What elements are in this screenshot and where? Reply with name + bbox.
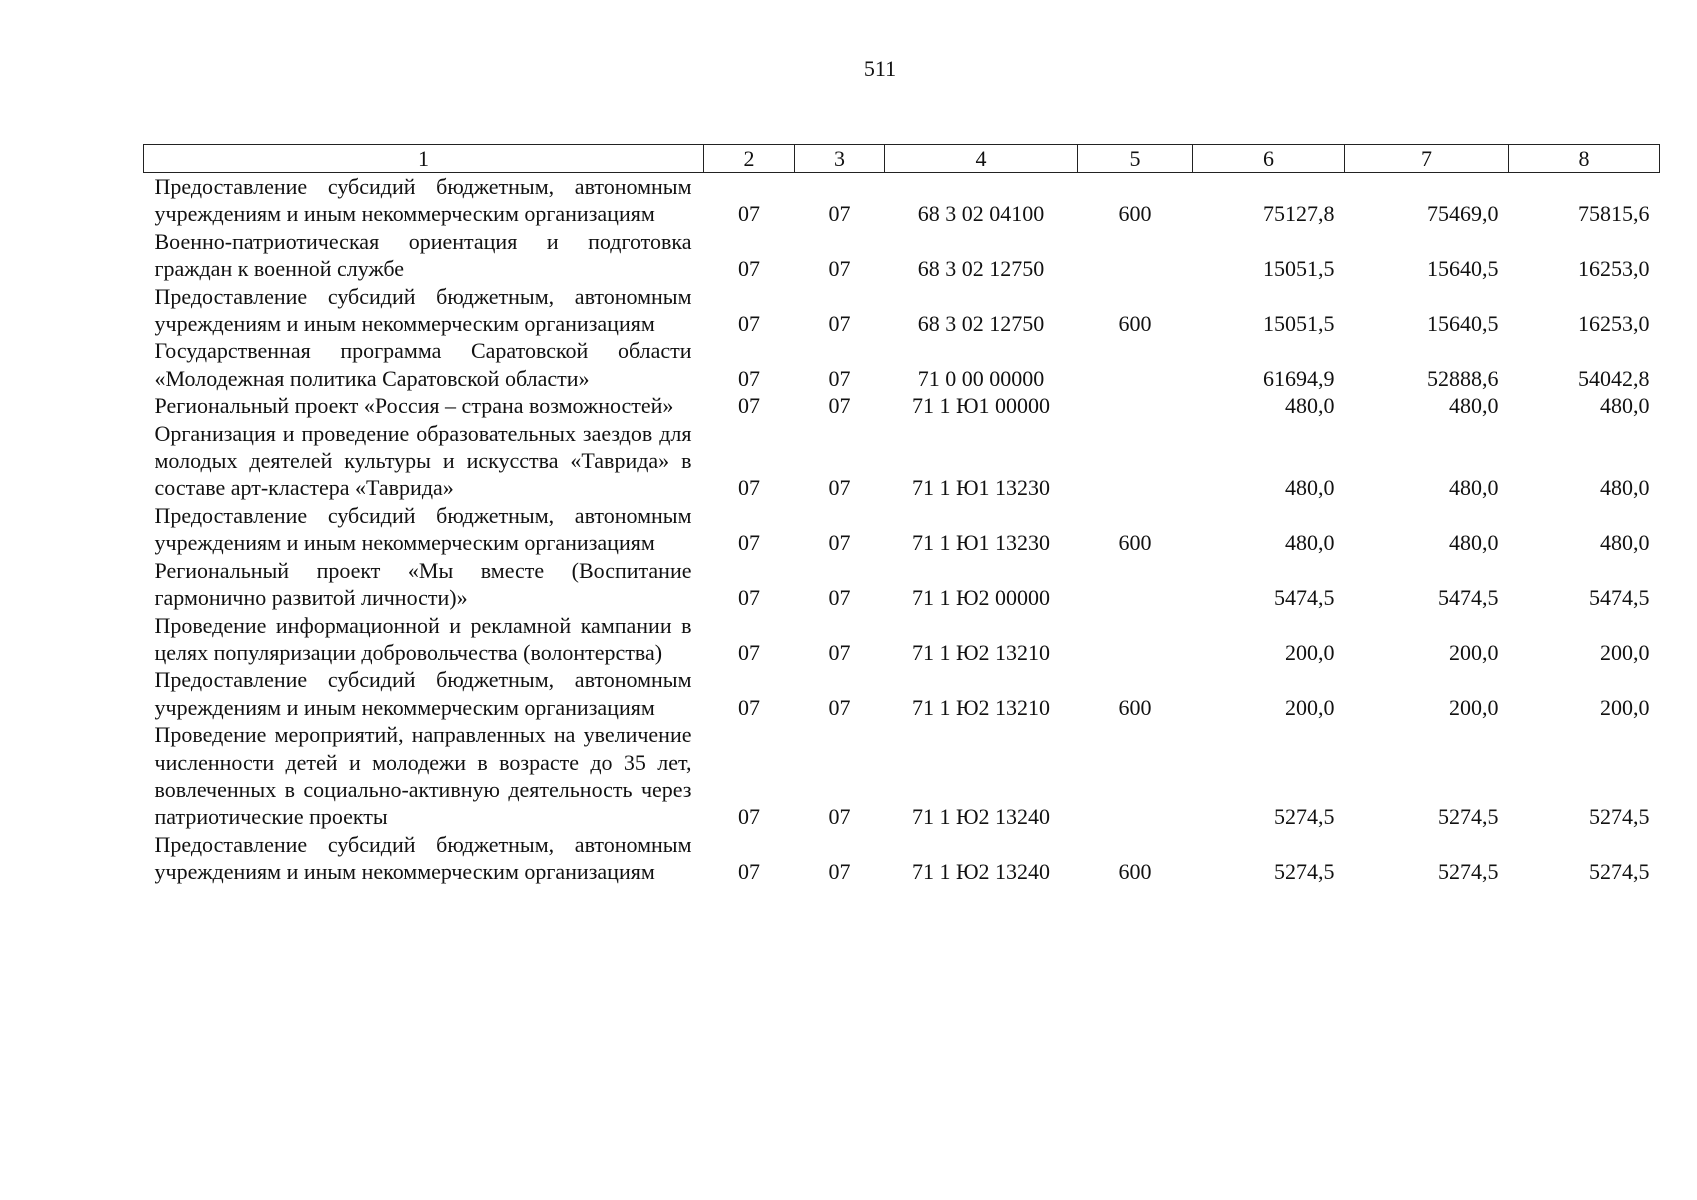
amount-col-8: 200,0 (1600, 639, 1650, 665)
target-article-code: 71 1 Ю1 00000 (911, 393, 1051, 419)
subsection-code: 07 (828, 639, 851, 665)
table-row (144, 666, 1660, 721)
target-article-code: 71 1 Ю2 13240 (911, 859, 1051, 885)
amount-col-8: 5274,5 (1589, 859, 1650, 885)
expense-type-code: 600 (1118, 694, 1152, 720)
target-article-code: 71 1 Ю1 13230 (911, 475, 1051, 501)
section-code: 07 (738, 585, 760, 611)
section-code: 07 (738, 393, 760, 419)
subsection-code: 07 (828, 365, 851, 391)
expense-type-code (1078, 557, 1193, 612)
expense-type-code: 600 (1118, 311, 1152, 337)
amount-col-6: 200,0 (1285, 694, 1335, 720)
amount-col-7: 200,0 (1449, 639, 1499, 665)
column-header-8: 8 (1509, 145, 1660, 173)
amount-col-8: 16253,0 (1578, 311, 1650, 337)
column-header-3: 3 (795, 145, 885, 173)
expense-type-code (1078, 721, 1193, 831)
subsection-code: 07 (828, 804, 851, 830)
amount-col-7: 15640,5 (1427, 311, 1499, 337)
amount-col-6: 5274,5 (1274, 804, 1335, 830)
section-code: 07 (738, 475, 760, 501)
column-header-6: 6 (1193, 145, 1345, 173)
column-header-1: 1 (144, 145, 704, 173)
item-name: Предоставление субсидий бюджетным, автономным учреждениям и иным некоммерческим организациям (154, 667, 692, 720)
amount-col-8: 75815,6 (1578, 201, 1650, 227)
amount-col-7: 480,0 (1449, 393, 1499, 419)
amount-col-8: 54042,8 (1578, 365, 1650, 391)
table-row (144, 721, 1660, 831)
amount-col-7: 5474,5 (1438, 585, 1499, 611)
table-row (144, 557, 1660, 612)
amount-col-6: 480,0 (1285, 475, 1335, 501)
target-article-code: 71 1 Ю2 13210 (911, 639, 1051, 665)
expense-type-code: 600 (1118, 530, 1152, 556)
amount-col-7: 200,0 (1449, 694, 1499, 720)
item-name: Региональный проект «Мы вместе (Воспитание гармонично развитой личности)» (154, 557, 692, 611)
amount-col-7: 480,0 (1449, 475, 1499, 501)
item-name: Предоставление субсидий бюджетным, автономным учреждениям и иным некоммерческим организациям (154, 502, 692, 556)
item-name: Организация и проведение образовательных заездов для молодых деятелей культуры и искусства «Таврида» в составе арт-кластера «Таврида» (154, 420, 692, 501)
section-code: 07 (738, 256, 760, 282)
amount-col-8: 5474,5 (1589, 585, 1650, 611)
amount-col-7: 15640,5 (1427, 256, 1499, 282)
budget-table (143, 144, 1660, 886)
page-number: 511 (863, 56, 897, 81)
subsection-code: 07 (828, 201, 851, 227)
column-header-2: 2 (704, 145, 795, 173)
amount-col-8: 16253,0 (1578, 256, 1650, 282)
subsection-code: 07 (828, 585, 851, 611)
subsection-code: 07 (828, 311, 851, 337)
section-code: 07 (738, 365, 760, 391)
target-article-code: 68 3 02 04100 (917, 201, 1045, 227)
amount-col-6: 15051,5 (1263, 311, 1335, 337)
amount-col-7: 75469,0 (1427, 201, 1499, 227)
amount-col-8: 480,0 (1600, 530, 1650, 556)
amount-col-8: 5274,5 (1589, 804, 1650, 830)
amount-col-6: 5474,5 (1274, 585, 1335, 611)
expense-type-code (1078, 420, 1193, 502)
column-header-5: 5 (1078, 145, 1193, 173)
section-code: 07 (738, 311, 760, 337)
expense-type-code: 600 (1118, 201, 1152, 227)
table-row (144, 612, 1660, 667)
table-header (144, 145, 1660, 173)
item-name: Военно-патриотическая ориентация и подготовка граждан к военной службе (154, 228, 692, 282)
item-name: Проведение мероприятий, направленных на увеличение численности детей и молодежи в возрасте до 35 лет, вовлеченных в социально-активную деятельность через патриотические проекты (154, 722, 692, 830)
target-article-code: 71 1 Ю1 13230 (911, 530, 1051, 556)
subsection-code: 07 (828, 475, 851, 501)
amount-col-6: 480,0 (1285, 530, 1335, 556)
section-code: 07 (738, 804, 760, 830)
amount-col-6: 480,0 (1285, 393, 1335, 419)
amount-col-6: 75127,8 (1263, 201, 1335, 227)
section-code: 07 (738, 201, 760, 227)
amount-col-6: 200,0 (1285, 639, 1335, 665)
expense-type-code (1078, 392, 1193, 419)
item-name: Проведение информационной и рекламной кампании в целях популяризации добровольчества (волонтерства) (154, 612, 692, 665)
header-row (144, 145, 1660, 173)
amount-col-6: 15051,5 (1263, 256, 1335, 282)
subsection-code: 07 (828, 256, 851, 282)
column-header-7: 7 (1345, 145, 1509, 173)
expense-type-code (1078, 612, 1193, 667)
item-name: Предоставление субсидий бюджетным, автономным учреждениям и иным некоммерческим организациям (154, 174, 692, 227)
table-row (144, 337, 1660, 392)
item-name: Предоставление субсидий бюджетным, автономным учреждениям и иным некоммерческим организациям (154, 283, 692, 337)
table-row (144, 502, 1660, 557)
subsection-code: 07 (828, 859, 851, 885)
table-row (144, 283, 1660, 338)
amount-col-8: 480,0 (1600, 475, 1650, 501)
section-code: 07 (738, 639, 760, 665)
table-row (144, 228, 1660, 283)
target-article-code: 68 3 02 12750 (917, 311, 1045, 337)
section-code: 07 (738, 530, 760, 556)
table-body (144, 173, 1660, 886)
target-article-code: 68 3 02 12750 (917, 256, 1045, 282)
table-row (144, 392, 1660, 419)
section-code: 07 (738, 694, 760, 720)
amount-col-7: 5274,5 (1438, 859, 1499, 885)
item-name: Государственная программа Саратовской области «Молодежная политика Саратовской области» (154, 338, 692, 391)
amount-col-7: 480,0 (1449, 530, 1499, 556)
item-name: Предоставление субсидий бюджетным, автономным учреждениям и иным некоммерческим организациям (154, 831, 692, 885)
target-article-code: 71 1 Ю2 13210 (911, 694, 1051, 720)
table-row (144, 420, 1660, 502)
section-code: 07 (738, 859, 760, 885)
item-name: Региональный проект «Россия – страна возможностей» (154, 393, 674, 419)
amount-col-6: 61694,9 (1263, 365, 1335, 391)
expense-type-code: 600 (1118, 859, 1152, 885)
amount-col-7: 5274,5 (1438, 804, 1499, 830)
amount-col-8: 200,0 (1600, 694, 1650, 720)
target-article-code: 71 1 Ю2 13240 (911, 804, 1051, 830)
expense-type-code (1078, 337, 1193, 392)
column-header-4: 4 (885, 145, 1078, 173)
subsection-code: 07 (828, 393, 851, 419)
table-row (144, 831, 1660, 886)
target-article-code: 71 1 Ю2 00000 (911, 585, 1051, 611)
target-article-code: 71 0 00 00000 (917, 365, 1045, 391)
amount-col-7: 52888,6 (1427, 365, 1499, 391)
amount-col-8: 480,0 (1600, 393, 1650, 419)
subsection-code: 07 (828, 694, 851, 720)
expense-type-code (1078, 228, 1193, 283)
subsection-code: 07 (828, 530, 851, 556)
table-row (144, 173, 1660, 228)
amount-col-6: 5274,5 (1274, 859, 1335, 885)
